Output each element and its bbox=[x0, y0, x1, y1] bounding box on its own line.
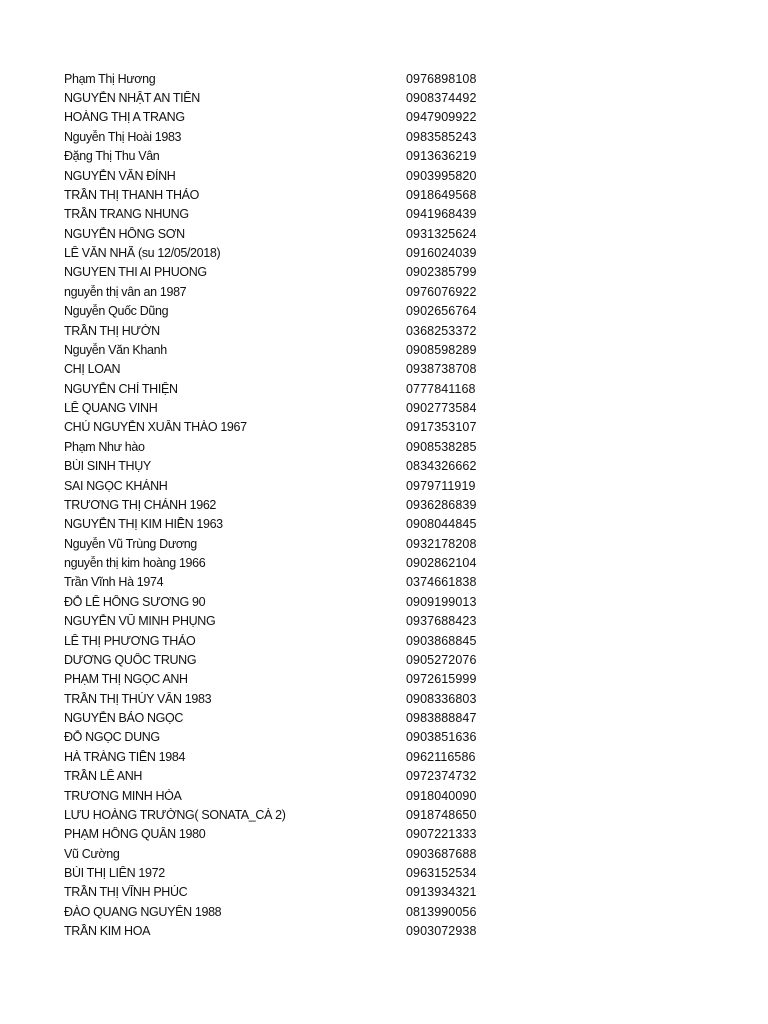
contact-row bbox=[64, 650, 504, 669]
contact-row bbox=[64, 243, 504, 262]
contact-row bbox=[64, 476, 504, 495]
contact-name: Nguyễn Quốc Dũng bbox=[64, 304, 169, 319]
contact-row bbox=[64, 883, 504, 902]
contact-row bbox=[64, 708, 504, 727]
contact-row bbox=[64, 863, 504, 882]
contact-row bbox=[64, 263, 504, 282]
contact-row bbox=[64, 360, 504, 379]
contact-name: NGUYỄN BẢO NGỌC bbox=[64, 711, 184, 726]
contact-name: Đặng Thị Thu Vân bbox=[64, 149, 160, 164]
contact-name: LÊ THỊ PHƯƠNG THẢO bbox=[64, 633, 196, 648]
contact-name: nguyễn thị kim hoàng 1966 bbox=[64, 556, 206, 571]
contact-row bbox=[64, 282, 504, 301]
contact-name: HÀ TRÀNG TIỀN 1984 bbox=[64, 749, 186, 764]
contact-row bbox=[64, 108, 504, 127]
contact-name: Nguyễn Thị Hoài 1983 bbox=[64, 129, 182, 144]
contact-row bbox=[64, 69, 504, 88]
contact-row bbox=[64, 689, 504, 708]
contact-name: Vũ Cường bbox=[64, 846, 120, 861]
contact-phone: 0813990056 bbox=[406, 904, 477, 919]
contact-phone: 0937688423 bbox=[406, 614, 477, 629]
contact-phone: 0979711919 bbox=[406, 478, 476, 493]
contact-row bbox=[64, 631, 504, 650]
contact-phone: 0976076922 bbox=[406, 284, 477, 299]
contact-row bbox=[64, 805, 504, 824]
contact-row bbox=[64, 147, 504, 166]
contact-name: CHÚ NGUYỄN XUÂN THÀO 1967 bbox=[64, 420, 247, 435]
contact-phone: 0976898108 bbox=[406, 71, 477, 86]
contact-row bbox=[64, 379, 504, 398]
contact-phone: 0963152534 bbox=[406, 866, 477, 881]
contact-name: TRẦN THỊ THANH THẢO bbox=[64, 187, 200, 202]
contact-row bbox=[64, 205, 504, 224]
contact-phone: 0902862104 bbox=[406, 556, 477, 571]
contact-name: BÙI SINH THỤY bbox=[64, 459, 151, 474]
contact-phone: 0918748650 bbox=[406, 807, 477, 822]
contact-phone: 0908598289 bbox=[406, 342, 477, 357]
contact-name: NGUYEN THI AI PHUONG bbox=[64, 265, 207, 280]
contact-name: TRƯƠNG MINH HÒA bbox=[64, 788, 182, 803]
contact-name: TRẦN THỊ THÚY VÂN 1983 bbox=[64, 691, 212, 706]
contact-row bbox=[64, 437, 504, 456]
contact-name: Nguyễn Văn Khanh bbox=[64, 342, 167, 357]
contact-phone: 0941968439 bbox=[406, 207, 477, 222]
contact-phone: 0913636219 bbox=[406, 149, 477, 164]
contact-row bbox=[64, 321, 504, 340]
contact-name: nguyễn thị vân an 1987 bbox=[64, 284, 187, 299]
contact-row bbox=[64, 515, 504, 534]
contact-row bbox=[64, 185, 504, 204]
contact-row bbox=[64, 728, 504, 747]
contact-row bbox=[64, 844, 504, 863]
contact-name: ĐỖ NGỌC DUNG bbox=[64, 730, 160, 745]
contact-name: PHẠM HỒNG QUÂN 1980 bbox=[64, 827, 206, 842]
contact-name: NGUYỄN NHẬT AN TIÊN bbox=[64, 91, 200, 106]
contact-row bbox=[64, 553, 504, 572]
contact-phone: 0903995820 bbox=[406, 168, 477, 183]
contact-name: HOÀNG THỊ A TRANG bbox=[64, 110, 185, 125]
contact-row bbox=[64, 224, 504, 243]
contact-name: NGUYỄN CHÍ THIỆN bbox=[64, 381, 178, 396]
contact-name: ĐÀO QUANG NGUYÊN 1988 bbox=[64, 904, 222, 919]
contact-row bbox=[64, 592, 504, 611]
contact-phone: 0972615999 bbox=[406, 672, 477, 687]
contact-phone: 0983888847 bbox=[406, 711, 477, 726]
contact-name: DƯƠNG QUỐC TRUNG bbox=[64, 652, 197, 667]
contact-name: Phạm Thị Hương bbox=[64, 71, 156, 86]
contact-phone: 0902385799 bbox=[406, 265, 477, 280]
contact-phone: 0962116586 bbox=[406, 749, 476, 764]
contact-row bbox=[64, 88, 504, 107]
contact-name: TRƯƠNG THỊ CHÁNH 1962 bbox=[64, 497, 217, 512]
contact-phone: 0903687688 bbox=[406, 846, 477, 861]
contact-name: SAI NGỌC KHÁNH bbox=[64, 478, 168, 493]
contact-row bbox=[64, 902, 504, 921]
contact-name: LƯU HOÀNG TRƯỜNG( SONATA_CÀ 2) bbox=[64, 807, 286, 822]
contact-row bbox=[64, 166, 504, 185]
contact-phone: 0908336803 bbox=[406, 691, 477, 706]
contact-name: NGUYỄN VŨ MINH PHỤNG bbox=[64, 614, 216, 629]
contact-row bbox=[64, 573, 504, 592]
contact-name: Trần Vĩnh Hà 1974 bbox=[64, 575, 164, 590]
contact-phone: 0908044845 bbox=[406, 517, 477, 532]
contact-name: ĐỖ LÊ HỒNG SƯƠNG 90 bbox=[64, 594, 206, 609]
contact-phone: 0903851636 bbox=[406, 730, 477, 745]
contact-row bbox=[64, 612, 504, 631]
contact-row bbox=[64, 302, 504, 321]
contact-row bbox=[64, 786, 504, 805]
contact-phone: 0916024039 bbox=[406, 246, 477, 261]
contact-row bbox=[64, 418, 504, 437]
contact-row bbox=[64, 340, 504, 359]
contact-phone: 0834326662 bbox=[406, 459, 477, 474]
contact-phone: 0936286839 bbox=[406, 497, 477, 512]
contact-row bbox=[64, 398, 504, 417]
contact-name: NGUYỄN VĂN ĐÍNH bbox=[64, 168, 176, 183]
contact-phone: 0918649568 bbox=[406, 187, 477, 202]
contact-name: LÊ VĂN NHÃ (su 12/05/2018) bbox=[64, 246, 221, 261]
contact-name: TRẦN THỊ HƯỜN bbox=[64, 323, 160, 338]
contact-phone: 0903072938 bbox=[406, 924, 477, 939]
contact-phone: 0918040090 bbox=[406, 788, 477, 803]
contact-name: TRẦN TRANG NHUNG bbox=[64, 207, 189, 222]
contact-row bbox=[64, 922, 504, 941]
contact-row bbox=[64, 747, 504, 766]
contact-name: NGUYỄN THỊ KIM HIỀN 1963 bbox=[64, 517, 223, 532]
contact-row bbox=[64, 670, 504, 689]
contact-name: PHẠM THỊ NGỌC ANH bbox=[64, 672, 188, 687]
contact-phone: 0902773584 bbox=[406, 401, 477, 416]
contact-name: LÊ QUANG VINH bbox=[64, 401, 158, 416]
contact-phone: 0938738708 bbox=[406, 362, 477, 377]
contact-phone: 0908374492 bbox=[406, 91, 477, 106]
contact-list bbox=[64, 69, 504, 941]
contact-name: TRẦN LÊ ANH bbox=[64, 769, 143, 784]
contact-phone: 0909199013 bbox=[406, 594, 477, 609]
contact-phone: 0913934321 bbox=[406, 885, 477, 900]
contact-name: Nguyễn Vũ Trùng Dương bbox=[64, 536, 197, 551]
contact-phone: 0917353107 bbox=[406, 420, 477, 435]
contact-name: TRẦN THỊ VĨNH PHÚC bbox=[64, 885, 188, 900]
contact-phone: 0907221333 bbox=[406, 827, 477, 842]
contact-phone: 0777841168 bbox=[406, 381, 476, 396]
contact-name: BÙI THỊ LIÊN 1972 bbox=[64, 866, 165, 881]
contact-row bbox=[64, 457, 504, 476]
contact-phone: 0931325624 bbox=[406, 226, 477, 241]
contact-name: Phạm Như hào bbox=[64, 439, 145, 454]
contact-phone: 0374661838 bbox=[406, 575, 477, 590]
contact-phone: 0947909922 bbox=[406, 110, 477, 125]
contact-name: NGUYỄN HỒNG SƠN bbox=[64, 226, 185, 241]
contact-row bbox=[64, 767, 504, 786]
contact-phone: 0932178208 bbox=[406, 536, 477, 551]
contact-row bbox=[64, 495, 504, 514]
contact-phone: 0972374732 bbox=[406, 769, 477, 784]
contact-name: CHỊ LOAN bbox=[64, 362, 121, 377]
contact-row bbox=[64, 825, 504, 844]
contact-phone: 0903868845 bbox=[406, 633, 477, 648]
contact-phone: 0368253372 bbox=[406, 323, 477, 338]
contact-phone: 0983585243 bbox=[406, 129, 477, 144]
contact-row bbox=[64, 127, 504, 146]
contact-phone: 0905272076 bbox=[406, 652, 477, 667]
contact-name: TRẦN KIM HOA bbox=[64, 924, 151, 939]
contact-phone: 0902656764 bbox=[406, 304, 477, 319]
contact-phone: 0908538285 bbox=[406, 439, 477, 454]
contact-row bbox=[64, 534, 504, 553]
